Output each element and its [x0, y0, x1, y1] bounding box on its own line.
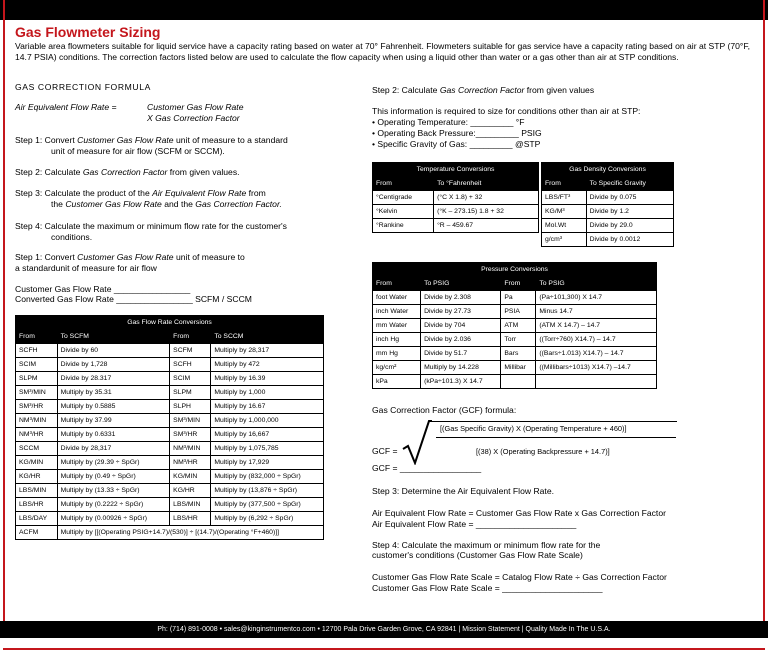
table-row [542, 191, 674, 205]
table-cell: SCFH [16, 344, 58, 358]
table-cell [536, 375, 657, 389]
table-cell: ((Torr÷760) X14.7) – 14.7 [536, 333, 657, 347]
table-row [16, 470, 324, 484]
table-row [16, 498, 324, 512]
table-cell: Multiply by 1,075,785 [211, 442, 324, 456]
table-cell: Multiply by (13,876 ÷ SpGr) [211, 484, 324, 498]
square-root-icon [402, 419, 432, 465]
table-cell: Minus 14.7 [536, 305, 657, 319]
table-cell: °R – 459.67 [434, 219, 539, 233]
press-table-caption: Pressure Conversions [373, 263, 657, 277]
table-cell: NM³/HR [170, 456, 211, 470]
table-cell: Multiply by (377,500 ÷ SpGr) [211, 498, 324, 512]
table-cell: Divide by 2.308 [421, 291, 501, 305]
table-cell: LBS/HR [16, 498, 58, 512]
formula-heading: GAS CORRECTION FORMULA [15, 82, 151, 92]
dens_table-header: From [542, 177, 587, 191]
aefr-line1: Customer Gas Flow Rate [147, 102, 244, 112]
table-row [16, 372, 324, 386]
table-cell: Multiply by 16,667 [211, 428, 324, 442]
table-cell: Divide by 29.0 [586, 219, 673, 233]
dens-table-caption: Gas Density Conversions [542, 163, 674, 177]
converted-gas-flow-rate-line: Converted Gas Flow Rate ________________ SCFM / SCCM [15, 294, 252, 304]
table-cell: KG/M³ [542, 205, 587, 219]
table-cell: Divide by 28,317 [57, 442, 170, 456]
step4-right-text-cont: customer's conditions (Customer Gas Flow Rate Scale) [372, 550, 583, 560]
table-row [542, 219, 674, 233]
table-cell: mm Hg [373, 347, 421, 361]
step3-right-text: Step 3: Determine the Air Equivalent Flow Rate. [372, 486, 554, 496]
table-cell: Millibar [501, 361, 536, 375]
customer-gas-flow-rate-line: Customer Gas Flow Rate ________________ [15, 284, 191, 294]
table-cell: Divide by 1,728 [57, 358, 170, 372]
table-cell: (°C X 1.8) + 32 [434, 191, 539, 205]
temperature-conversion-table [372, 162, 539, 233]
table-cell: inch Water [373, 305, 421, 319]
table-cell: foot Water [373, 291, 421, 305]
table-cell: Divide by 2.036 [421, 333, 501, 347]
step4-text: Step 4: Calculate the maximum or minimum flow rate for the customer's [15, 221, 287, 231]
table-cell: (Pa÷101,300) X 14.7 [536, 291, 657, 305]
table-row [16, 428, 324, 442]
table-row [542, 233, 674, 247]
operating-back-pressure-line: • Operating Back Pressure:_________ PSIG [372, 128, 542, 138]
gcf-result-line: GCF = _________________ [372, 463, 482, 473]
table-cell: mm Water [373, 319, 421, 333]
press_table-header: To PSIG [536, 277, 657, 291]
pressure-conversion-table [372, 262, 657, 389]
intro-paragraph: Variable area flowmeters suitable for liquid service have a capacity rating based on water at 70° Fahrenheit. Flowmeters suitable for gas service have a capacity rating based on air at STP (70°F, 14.7 PSIA) conditions. The correction factors listed below are used to calculate the flow capacity when using a liquid other than water or a gas other than air at STP conditions. [15, 41, 751, 62]
aefr-label: Air Equivalent Flow Rate = [15, 102, 117, 112]
table-cell: SM³/MIN [16, 386, 58, 400]
specific-gravity-line: • Specific Gravity of Gas: _________ @STP [372, 139, 541, 149]
info-text: This information is required to size for conditions other than air at STP: [372, 106, 641, 116]
table-cell: (°K – 273.15) 1.8 + 32 [434, 205, 539, 219]
gcf-equals: GCF = [372, 446, 398, 456]
table-cell: Divide by 27.73 [421, 305, 501, 319]
step3-text: Step 3: Calculate the product of the Air Equivalent Flow Rate from [15, 188, 266, 198]
flow_table-header: To SCFM [57, 330, 170, 344]
table-cell: Divide by 60 [57, 344, 170, 358]
table-cell: Multiply by (0.2222 ÷ SpGr) [57, 498, 170, 512]
table-row [373, 347, 657, 361]
table-row [373, 205, 539, 219]
table-row [373, 361, 657, 375]
table-cell: Multiply by [[(Operating PSIG+14.7)/(530)] ÷ [(14.7)/(Operating °F+460)]] [57, 526, 323, 540]
table-cell: LBS/FT³ [542, 191, 587, 205]
flow-rate-conversion-table [15, 315, 324, 540]
table-cell: °Centigrade [373, 191, 434, 205]
table-cell: Multiply by (29.39 ÷ SpGr) [57, 456, 170, 470]
table-cell: SCIM [170, 372, 211, 386]
table-cell: NM³/HR [16, 428, 58, 442]
table-row [16, 456, 324, 470]
table-cell: SLPM [16, 372, 58, 386]
table-cell: Bars [501, 347, 536, 361]
table-cell: Divide by 0.075 [586, 191, 673, 205]
table-cell: NM³/MIN [170, 442, 211, 456]
table-cell: (kPa÷101.3) X 14.7 [421, 375, 501, 389]
table-cell: Multiply by (0.00926 ÷ SpGr) [57, 512, 170, 526]
table-row [373, 219, 539, 233]
table-row [16, 512, 324, 526]
radical-bar [432, 421, 677, 422]
right-step2-text: Step 2: Calculate Gas Correction Factor from given values [372, 85, 595, 95]
table-cell: ATM [501, 319, 536, 333]
table-cell: Multiply by 35.31 [57, 386, 170, 400]
scale-result-line: Customer Gas Flow Rate Scale = _____________________ [372, 583, 603, 593]
table-cell: Multiply by 472 [211, 358, 324, 372]
table-row [16, 484, 324, 498]
footer-bar: Ph: (714) 891-0008 • sales@kinginstrumentco.com • 12700 Pala Drive Garden Grove, CA 92841 | Mission Statement | Quality Made In The U.S.A. [0, 621, 768, 638]
table-row [16, 400, 324, 414]
table-cell: KG/HR [170, 484, 211, 498]
table-cell: Multiply by (6,292 ÷ SpGr) [211, 512, 324, 526]
step1-text-cont: unit of measure for air flow (SCFM or SCCM). [51, 146, 225, 156]
table-cell: °Rankine [373, 219, 434, 233]
aefr-line2: X Gas Correction Factor [147, 113, 240, 123]
table-row [16, 358, 324, 372]
table-cell: PSIA [501, 305, 536, 319]
table-cell: KG/MIN [16, 456, 58, 470]
step2-text: Step 2: Calculate Gas Correction Factor from given values. [15, 167, 240, 177]
flow_table-header: To SCCM [211, 330, 324, 344]
table-cell: SLPH [170, 400, 211, 414]
step1b-text-cont: a standardunit of measure for air flow [15, 263, 157, 273]
table-cell: Multiply by 14.228 [421, 361, 501, 375]
step4-right-text: Step 4: Calculate the maximum or minimum flow rate for the [372, 540, 601, 550]
table-cell: g/cm³ [542, 233, 587, 247]
table-cell: SLPM [170, 386, 211, 400]
table-cell: Multiply by 1,000 [211, 386, 324, 400]
dens_table-header: To Specific Gravity [586, 177, 673, 191]
temp_table-header: From [373, 177, 434, 191]
scale-formula-line: Customer Gas Flow Rate Scale = Catalog Flow Rate ÷ Gas Correction Factor [372, 572, 667, 582]
table-row [16, 386, 324, 400]
flow-table-caption: Gas Flow Rate Conversions [16, 316, 324, 330]
table-cell: Pa [501, 291, 536, 305]
table-cell: SCFM [170, 344, 211, 358]
aefr-result-line: Air Equivalent Flow Rate = _____________________ [372, 519, 577, 529]
table-cell: SCFH [170, 358, 211, 372]
table-cell: Divide by 28.317 [57, 372, 170, 386]
press_table-header: From [373, 277, 421, 291]
table-row [16, 442, 324, 456]
table-cell: kg/cm² [373, 361, 421, 375]
table-cell: Multiply by 16.39 [211, 372, 324, 386]
table-row [16, 526, 324, 540]
table-cell: (ATM X 14.7) – 14.7 [536, 319, 657, 333]
table-cell: Multiply by 28,317 [211, 344, 324, 358]
footer-rule [3, 648, 765, 650]
table-row [542, 205, 674, 219]
temp-table-caption: Temperature Conversions [373, 163, 539, 177]
gcf-numerator: [(Gas Specific Gravity) X (Operating Temperature + 460)] [440, 424, 627, 433]
table-cell: LBS/MIN [170, 498, 211, 512]
table-cell: KG/MIN [170, 470, 211, 484]
table-cell: SM³/HR [16, 400, 58, 414]
table-cell: Multiply by (0.49 ÷ SpGr) [57, 470, 170, 484]
table-cell: SCCM [16, 442, 58, 456]
table-cell: ((Millibars÷1013) X14.7) –14.7 [536, 361, 657, 375]
table-cell: Multiply by (832,000 ÷ SpGr) [211, 470, 324, 484]
table-cell: Multiply by 17,929 [211, 456, 324, 470]
table-cell: Multiply by 37.99 [57, 414, 170, 428]
temp_table-header: To °Fahrenheit [434, 177, 539, 191]
step1b-text: Step 1: Convert Customer Gas Flow Rate unit of measure to [15, 252, 245, 262]
table-cell: Multiply by (13.33 ÷ SpGr) [57, 484, 170, 498]
table-row [373, 191, 539, 205]
density-conversion-table [541, 162, 674, 247]
table-cell: SCIM [16, 358, 58, 372]
gcf-denominator: [(38) X (Operating Backpressure + 14.7)] [476, 447, 610, 456]
table-cell: Mol.Wt [542, 219, 587, 233]
step1-text: Step 1: Convert Customer Gas Flow Rate unit of measure to a standard [15, 135, 288, 145]
table-cell: Divide by 0.0012 [586, 233, 673, 247]
table-cell: ACFM [16, 526, 58, 540]
table-cell: LBS/DAY [16, 512, 58, 526]
table-row [373, 333, 657, 347]
page-title: Gas Flowmeter Sizing [15, 24, 161, 40]
table-cell: Divide by 704 [421, 319, 501, 333]
table-cell: SM³/MIN [170, 414, 211, 428]
table-cell: KG/HR [16, 470, 58, 484]
table-cell: kPa [373, 375, 421, 389]
flow_table-header: From [170, 330, 211, 344]
table-cell: °Kelvin [373, 205, 434, 219]
table-cell: Multiply by 16.67 [211, 400, 324, 414]
table-cell: Multiply by 0.5885 [57, 400, 170, 414]
table-cell: Multiply by 0.6331 [57, 428, 170, 442]
table-cell [501, 375, 536, 389]
aefr-formula-line: Air Equivalent Flow Rate = Customer Gas Flow Rate x Gas Correction Factor [372, 508, 666, 518]
fraction-line [436, 437, 676, 438]
table-cell: Divide by 1.2 [586, 205, 673, 219]
step4-text-cont: conditions. [51, 232, 93, 242]
table-cell: Multiply by 1,000,000 [211, 414, 324, 428]
table-cell: Divide by 51.7 [421, 347, 501, 361]
step3-text-cont: the Customer Gas Flow Rate and the Gas Correction Factor. [51, 199, 282, 209]
table-cell: LBS/HR [170, 512, 211, 526]
gcf-heading: Gas Correction Factor (GCF) formula: [372, 405, 517, 415]
table-row [373, 291, 657, 305]
flow_table-header: From [16, 330, 58, 344]
table-cell: NM³/MIN [16, 414, 58, 428]
table-cell: Torr [501, 333, 536, 347]
table-row [373, 375, 657, 389]
press_table-header: To PSIG [421, 277, 501, 291]
table-cell: LBS/MIN [16, 484, 58, 498]
table-cell: inch Hg [373, 333, 421, 347]
table-row [373, 305, 657, 319]
table-row [373, 319, 657, 333]
table-cell: SM³/HR [170, 428, 211, 442]
operating-temperature-line: • Operating Temperature: _________ °F [372, 117, 525, 127]
press_table-header: From [501, 277, 536, 291]
table-row [16, 344, 324, 358]
table-cell: ((Bars÷1.013) X14.7) – 14.7 [536, 347, 657, 361]
table-row [16, 414, 324, 428]
